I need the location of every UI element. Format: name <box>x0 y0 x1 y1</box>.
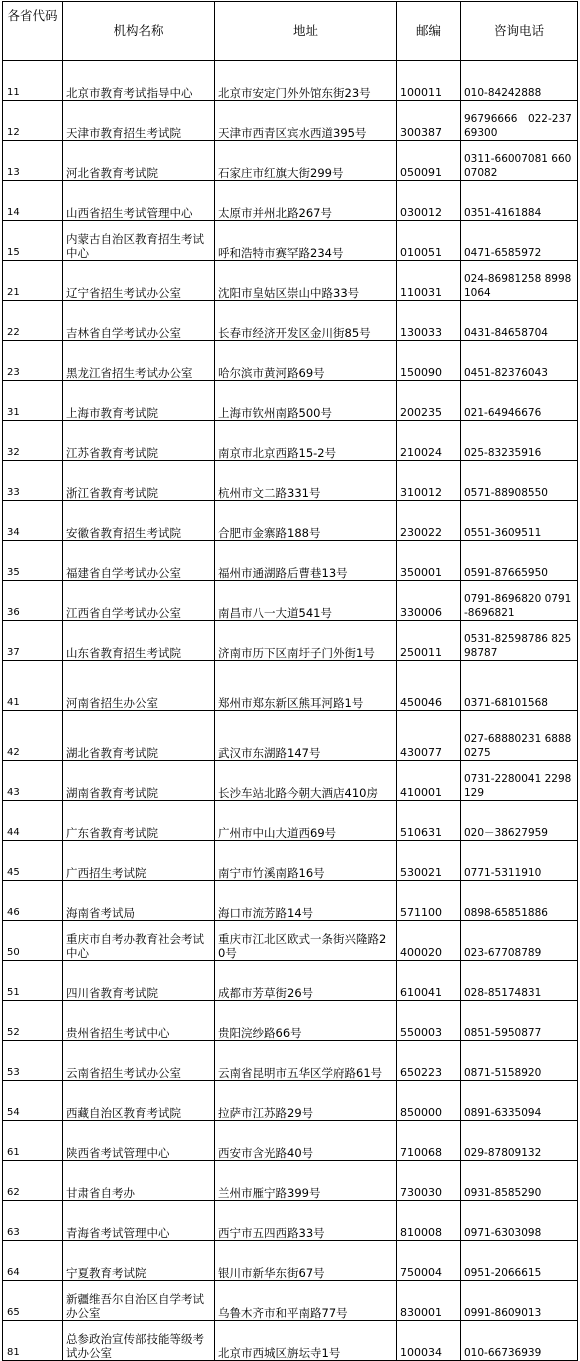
table-row <box>3 461 578 501</box>
row-zip: 710068 <box>397 1121 461 1161</box>
row-zip: 110031 <box>397 261 461 301</box>
row-name: 江西省自学考试办公室 <box>63 581 215 621</box>
row-zip: 430077 <box>397 711 461 761</box>
row-name: 上海市教育考试院 <box>63 381 215 421</box>
row-phone: 0451-82376043 <box>461 341 578 381</box>
row-phone: 024-86981258 89981064 <box>461 261 578 301</box>
row-name: 海南省考试局 <box>63 881 215 921</box>
table-row <box>3 1001 578 1041</box>
row-code: 22 <box>3 301 63 341</box>
row-zip: 030012 <box>397 181 461 221</box>
row-zip: 200235 <box>397 381 461 421</box>
table-row <box>3 961 578 1001</box>
row-phone: 0771-5311910 <box>461 841 578 881</box>
row-name: 黑龙江省招生考试办公室 <box>63 341 215 381</box>
row-name: 湖南省教育考试院 <box>63 761 215 801</box>
header-code: 各省代码 <box>3 2 63 61</box>
row-name: 西藏自治区教育考试院 <box>63 1081 215 1121</box>
row-code: 35 <box>3 541 63 581</box>
row-phone: 010-66736939 <box>461 1321 578 1361</box>
row-address: 济南市历下区南圩子门外街1号 <box>215 621 397 661</box>
row-code: 65 <box>3 1281 63 1321</box>
row-zip: 830001 <box>397 1281 461 1321</box>
header-name: 机构名称 <box>63 2 215 61</box>
row-code: 53 <box>3 1041 63 1081</box>
row-name: 北京市教育考试指导中心 <box>63 61 215 101</box>
row-code: 21 <box>3 261 63 301</box>
row-address: 兰州市雁宁路399号 <box>215 1161 397 1201</box>
table-row <box>3 541 578 581</box>
row-code: 13 <box>3 141 63 181</box>
table-header <box>3 2 578 61</box>
header-phone: 咨询电话 <box>461 2 578 61</box>
table-row <box>3 621 578 661</box>
row-code: 63 <box>3 1201 63 1241</box>
row-address: 北京市安定门外外馆东街23号 <box>215 61 397 101</box>
row-name: 重庆市自考办教育社会考试中心 <box>63 921 215 961</box>
row-name: 广西招生考试院 <box>63 841 215 881</box>
table-row <box>3 181 578 221</box>
row-name: 总参政治宣传部技能等级考试办公室 <box>63 1321 215 1361</box>
row-phone: 0931-8585290 <box>461 1161 578 1201</box>
row-code: 52 <box>3 1001 63 1041</box>
row-zip: 400020 <box>397 921 461 961</box>
row-code: 11 <box>3 61 63 101</box>
row-code: 54 <box>3 1081 63 1121</box>
row-zip: 810008 <box>397 1201 461 1241</box>
row-name: 河北省教育考试院 <box>63 141 215 181</box>
row-name: 江苏省教育考试院 <box>63 421 215 461</box>
row-phone: 0591-87665950 <box>461 541 578 581</box>
row-address: 石家庄市红旗大街299号 <box>215 141 397 181</box>
row-zip: 310012 <box>397 461 461 501</box>
row-zip: 010051 <box>397 221 461 261</box>
row-code: 51 <box>3 961 63 1001</box>
row-address: 呼和浩特市赛罕路234号 <box>215 221 397 261</box>
row-zip: 250011 <box>397 621 461 661</box>
table-row <box>3 341 578 381</box>
row-code: 37 <box>3 621 63 661</box>
row-address: 银川市新华东街67号 <box>215 1241 397 1281</box>
row-phone: 0871-5158920 <box>461 1041 578 1081</box>
table-row <box>3 221 578 261</box>
row-name: 天津市教育招生考试院 <box>63 101 215 141</box>
row-address: 南宁市竹溪南路16号 <box>215 841 397 881</box>
row-zip: 130033 <box>397 301 461 341</box>
exam-office-table <box>2 1 578 1361</box>
row-name: 辽宁省招生考试办公室 <box>63 261 215 301</box>
table-row <box>3 661 578 711</box>
row-phone: 029-87809132 <box>461 1121 578 1161</box>
row-address: 南昌市八一大道541号 <box>215 581 397 621</box>
row-code: 61 <box>3 1121 63 1161</box>
row-phone: 0891-6335094 <box>461 1081 578 1121</box>
row-address: 西安市含光路40号 <box>215 1121 397 1161</box>
row-zip: 210024 <box>397 421 461 461</box>
row-zip: 571100 <box>397 881 461 921</box>
table-row <box>3 1321 578 1361</box>
table-row <box>3 581 578 621</box>
row-phone: 025-83235916 <box>461 421 578 461</box>
row-phone: 0951-2066615 <box>461 1241 578 1281</box>
table-row <box>3 1161 578 1201</box>
row-address: 合肥市金寨路188号 <box>215 501 397 541</box>
row-address: 拉萨市江苏路29号 <box>215 1081 397 1121</box>
row-phone: 0311-66007081 66007082 <box>461 141 578 181</box>
row-phone: 0991-8609013 <box>461 1281 578 1321</box>
row-name: 吉林省自学考试办公室 <box>63 301 215 341</box>
row-zip: 350001 <box>397 541 461 581</box>
table-row <box>3 381 578 421</box>
table-row <box>3 881 578 921</box>
row-zip: 450046 <box>397 661 461 711</box>
row-zip: 100034 <box>397 1321 461 1361</box>
row-name: 广东省教育考试院 <box>63 801 215 841</box>
row-address: 武汉市东湖路147号 <box>215 711 397 761</box>
table-row <box>3 1281 578 1321</box>
row-code: 36 <box>3 581 63 621</box>
row-name: 山西省招生考试管理中心 <box>63 181 215 221</box>
row-address: 乌鲁木齐市和平南路77号 <box>215 1281 397 1321</box>
row-phone: 010-84242888 <box>461 61 578 101</box>
row-code: 62 <box>3 1161 63 1201</box>
row-code: 50 <box>3 921 63 961</box>
row-zip: 150090 <box>397 341 461 381</box>
row-name: 湖北省教育考试院 <box>63 711 215 761</box>
table-row <box>3 801 578 841</box>
row-name: 福建省自学考试办公室 <box>63 541 215 581</box>
row-phone: 0731-2280041 2298129 <box>461 761 578 801</box>
row-phone: 96796666 022-23769300 <box>461 101 578 141</box>
row-code: 32 <box>3 421 63 461</box>
table-row <box>3 921 578 961</box>
row-code: 81 <box>3 1321 63 1361</box>
row-zip: 330006 <box>397 581 461 621</box>
header-address: 地址 <box>215 2 397 61</box>
row-zip: 530021 <box>397 841 461 881</box>
row-phone: 0371-68101568 <box>461 661 578 711</box>
table-row <box>3 1081 578 1121</box>
row-address: 长春市经济开发区金川街85号 <box>215 301 397 341</box>
row-address: 福州市通湖路后曹巷13号 <box>215 541 397 581</box>
row-code: 14 <box>3 181 63 221</box>
row-name: 青海省考试管理中心 <box>63 1201 215 1241</box>
row-name: 贵州省招生考试中心 <box>63 1001 215 1041</box>
table-row <box>3 421 578 461</box>
table-row <box>3 141 578 181</box>
row-address: 太原市并州北路267号 <box>215 181 397 221</box>
row-address: 沈阳市皇姑区崇山中路33号 <box>215 261 397 301</box>
row-phone: 0851-5950877 <box>461 1001 578 1041</box>
row-phone: 023-67708789 <box>461 921 578 961</box>
row-address: 上海市钦州南路500号 <box>215 381 397 421</box>
table-row <box>3 261 578 301</box>
row-phone: 0351-4161884 <box>461 181 578 221</box>
row-phone: 028-85174831 <box>461 961 578 1001</box>
row-zip: 230022 <box>397 501 461 541</box>
row-name: 安徽省教育招生考试院 <box>63 501 215 541</box>
row-address: 杭州市文二路331号 <box>215 461 397 501</box>
row-zip: 300387 <box>397 101 461 141</box>
row-zip: 550003 <box>397 1001 461 1041</box>
row-name: 甘肃省自考办 <box>63 1161 215 1201</box>
row-phone: 020－38627959 <box>461 801 578 841</box>
row-code: 33 <box>3 461 63 501</box>
row-address: 南京市北京西路15-2号 <box>215 421 397 461</box>
row-name: 宁夏教育考试院 <box>63 1241 215 1281</box>
row-zip: 650223 <box>397 1041 461 1081</box>
row-code: 43 <box>3 761 63 801</box>
row-phone: 0571-88908550 <box>461 461 578 501</box>
row-address: 西宁市五四西路33号 <box>215 1201 397 1241</box>
table-row <box>3 101 578 141</box>
row-address: 天津市西青区宾水西道395号 <box>215 101 397 141</box>
table-row <box>3 61 578 101</box>
row-zip: 410001 <box>397 761 461 801</box>
table-row <box>3 761 578 801</box>
table-row <box>3 1201 578 1241</box>
row-name: 河南省招生办公室 <box>63 661 215 711</box>
row-name: 浙江省教育考试院 <box>63 461 215 501</box>
row-address: 成都市芳草街26号 <box>215 961 397 1001</box>
row-address: 重庆市江北区欧式一条街兴隆路20号 <box>215 921 397 961</box>
row-address: 贵阳浣纱路66号 <box>215 1001 397 1041</box>
row-code: 46 <box>3 881 63 921</box>
row-phone: 021-64946676 <box>461 381 578 421</box>
row-code: 41 <box>3 661 63 711</box>
row-address: 云南省昆明市五华区学府路61号 <box>215 1041 397 1081</box>
row-phone: 0971-6303098 <box>461 1201 578 1241</box>
row-zip: 050091 <box>397 141 461 181</box>
row-phone: 0551-3609511 <box>461 501 578 541</box>
row-zip: 610041 <box>397 961 461 1001</box>
row-code: 23 <box>3 341 63 381</box>
row-phone: 0431-84658704 <box>461 301 578 341</box>
row-name: 云南省招生考试办公室 <box>63 1041 215 1081</box>
row-address: 北京市西城区旃坛寺1号 <box>215 1321 397 1361</box>
row-zip: 750004 <box>397 1241 461 1281</box>
row-zip: 100011 <box>397 61 461 101</box>
row-code: 44 <box>3 801 63 841</box>
row-code: 15 <box>3 221 63 261</box>
row-code: 64 <box>3 1241 63 1281</box>
row-name: 陕西省考试管理中心 <box>63 1121 215 1161</box>
row-code: 42 <box>3 711 63 761</box>
row-address: 郑州市郑东新区熊耳河路1号 <box>215 661 397 711</box>
row-name: 内蒙古自治区教育招生考试中心 <box>63 221 215 261</box>
row-address: 长沙车站北路今朝大酒店410房 <box>215 761 397 801</box>
row-address: 广州市中山大道西69号 <box>215 801 397 841</box>
table-row <box>3 1041 578 1081</box>
row-code: 31 <box>3 381 63 421</box>
table-row <box>3 1241 578 1281</box>
row-zip: 510631 <box>397 801 461 841</box>
table-row <box>3 501 578 541</box>
row-code: 34 <box>3 501 63 541</box>
table-body <box>3 61 578 1361</box>
table-row <box>3 711 578 761</box>
row-code: 45 <box>3 841 63 881</box>
row-address: 海口市流芳路14号 <box>215 881 397 921</box>
row-zip: 850000 <box>397 1081 461 1121</box>
row-name: 四川省教育考试院 <box>63 961 215 1001</box>
row-phone: 0791-8696820 0791-8696821 <box>461 581 578 621</box>
row-name: 山东省教育招生考试院 <box>63 621 215 661</box>
row-zip: 730030 <box>397 1161 461 1201</box>
row-address: 哈尔滨市黄河路69号 <box>215 341 397 381</box>
row-phone: 0471-6585972 <box>461 221 578 261</box>
table-row <box>3 1121 578 1161</box>
header-zip: 邮编 <box>397 2 461 61</box>
row-code: 12 <box>3 101 63 141</box>
row-phone: 0898-65851886 <box>461 881 578 921</box>
row-name: 新疆维吾尔自治区自学考试办公室 <box>63 1281 215 1321</box>
table-row <box>3 301 578 341</box>
row-phone: 027-68880231 68880275 <box>461 711 578 761</box>
row-phone: 0531-82598786 82598787 <box>461 621 578 661</box>
table-row <box>3 841 578 881</box>
